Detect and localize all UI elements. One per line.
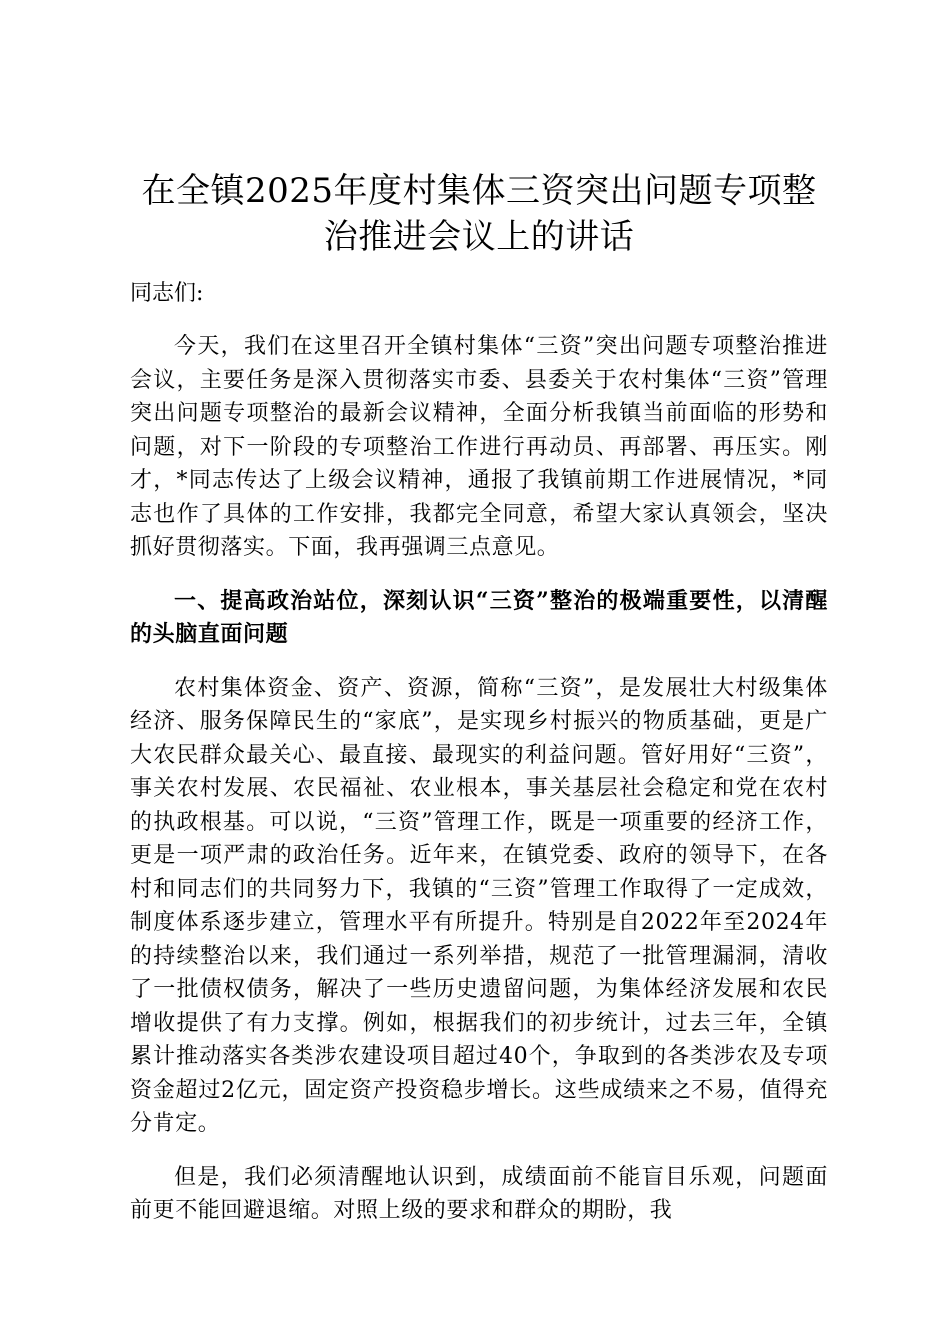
document-title: 在全镇2025年度村集体三资突出问题专项整治推进会议上的讲话	[141, 171, 817, 257]
section-heading-1: 一、提高政治站位，深刻认识“三资”整治的极端重要性，以清醒的头脑直面问题	[130, 587, 828, 647]
section-1-paragraph-2: 但是，我们必须清醒地认识到，成绩面前不能盲目乐观，问题面前更不能回避退缩。对照上级的要求和群众的期盼，我	[130, 1164, 828, 1223]
intro-paragraph: 今天，我们在这里召开全镇村集体“三资”突出问题专项整治推进会议，主要任务是深入贯彻落实市委、县委关于农村集体“三资”管理突出问题专项整治的最新会议精神，全面分析我镇当前面临的形势和问题，对下一阶段的专项整治工作进行再动员、再部署、再压实。刚才，*同志传达了上级会议精神，通报了我镇前期工作进展情况，*同志也作了具体的工作安排，我都完全同意，希望大家认真领会，坚决抓好贯彻落实。下面，我再强调三点意见。	[130, 334, 828, 560]
document-body	[130, 168, 828, 1228]
section-1-paragraph-1: 农村集体资金、资产、资源，简称“三资”，是发展壮大村级集体经济、服务保障民生的“家底”，是实现乡村振兴的物质基础，更是广大农民群众最关心、最直接、最现实的利益问题。管好用好“三资”，事关农村发展、农民福祉、农业根本，事关基层社会稳定和党在农村的执政根基。可以说，“三资”管理工作，既是一项重要的经济工作，更是一项严肃的政治任务。近年来，在镇党委、政府的领导下，在各村和同志们的共同努力下，我镇的“三资”管理工作取得了一定成效，制度体系逐步建立，管理水平有所提升。特别是自2022年至2024年的持续整治以来，我们通过一系列举措，规范了一批管理漏洞，清收了一批债权债务，解决了一些历史遗留问题，为集体经济发展和农民增收提供了有力支撑。例如，根据我们的初步统计，过去三年，全镇累计推动落实各类涉农建设项目超过40个，争取到的各类涉农及专项资金超过2亿元，固定资产投资稳步增长。这些成绩来之不易，值得充分肯定。	[130, 675, 828, 1136]
salutation: 同志们:	[130, 281, 204, 306]
